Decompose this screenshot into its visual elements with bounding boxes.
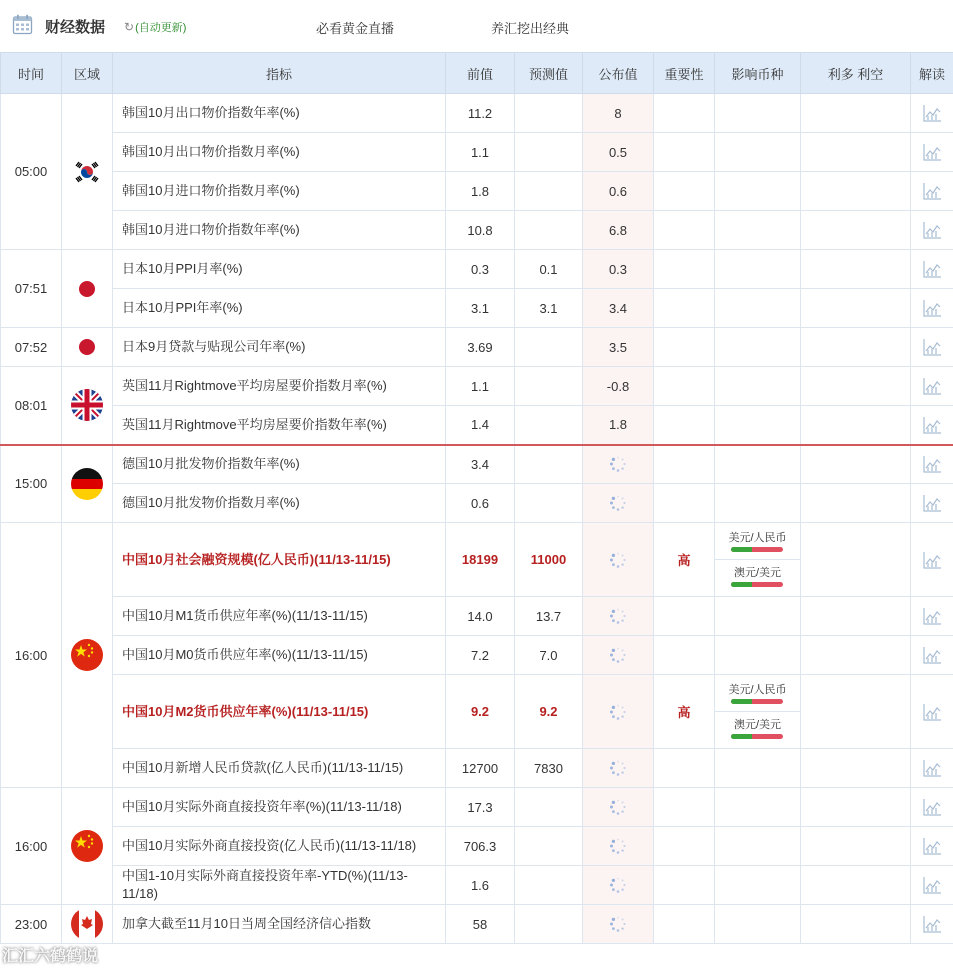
bull-bear-bar [731, 547, 783, 552]
importance-cell [654, 827, 715, 866]
bull-bear-cell [801, 905, 911, 944]
actual-value [583, 597, 654, 636]
currency-cell [715, 827, 801, 866]
col-indicator: 指标 [113, 53, 446, 94]
table-row[interactable] [1, 250, 953, 289]
bull-bear-cell [801, 866, 911, 905]
previous-value: 1.4 [446, 406, 515, 445]
forecast-value [515, 133, 583, 172]
previous-value: 18199 [446, 523, 515, 597]
indicator-cell[interactable]: 加拿大截至11月10日当周全国经济信心指数 [113, 905, 446, 944]
importance-cell [654, 788, 715, 827]
previous-value: 1.6 [446, 866, 515, 905]
indicator-cell[interactable]: 英国11月Rightmove平均房屋要价指数月率(%) [113, 367, 446, 406]
col-time: 时间 [1, 53, 62, 94]
korea-flag-icon [71, 156, 103, 188]
table-row[interactable] [1, 406, 953, 445]
loading-spinner-icon [609, 551, 627, 569]
previous-value: 3.1 [446, 289, 515, 328]
currency-cell [715, 866, 801, 905]
germany-flag-icon [71, 468, 103, 500]
bull-bear-bar [731, 734, 783, 739]
indicator-cell[interactable]: 日本9月贷款与贴现公司年率(%) [113, 328, 446, 367]
canada-flag-icon [71, 908, 103, 940]
importance-cell [654, 172, 715, 211]
interpret-cell[interactable] [911, 94, 953, 133]
currency-cell [715, 905, 801, 944]
importance-cell [654, 406, 715, 445]
indicator-cell[interactable]: 日本10月PPI年率(%) [113, 289, 446, 328]
bull-bear-cell [801, 328, 911, 367]
forecast-value: 9.2 [515, 675, 583, 749]
economic-calendar-table [0, 52, 953, 944]
importance-cell: 高 [654, 675, 715, 749]
actual-value: 0.6 [583, 172, 654, 211]
previous-value: 0.6 [446, 484, 515, 523]
chart-icon[interactable] [922, 607, 942, 625]
importance-cell [654, 250, 715, 289]
chart-icon[interactable] [922, 915, 942, 933]
interpret-cell[interactable] [911, 636, 953, 675]
interpret-cell[interactable] [911, 675, 953, 749]
currency-pair[interactable] [715, 559, 800, 594]
indicator-cell[interactable]: 韩国10月出口物价指数月率(%) [113, 133, 446, 172]
time-cell: 08:01 [1, 367, 62, 445]
table-row[interactable] [1, 866, 953, 905]
indicator-cell[interactable]: 中国10月M2货币供应年率(%)(11/13-11/15) [113, 675, 446, 749]
col-previous: 前值 [446, 53, 515, 94]
previous-value: 12700 [446, 749, 515, 788]
actual-value [583, 749, 654, 788]
time-cell: 16:00 [1, 788, 62, 905]
indicator-cell[interactable]: 中国1-10月实际外商直接投资年率-YTD(%)(11/13-11/18) [113, 866, 446, 905]
importance-cell [654, 133, 715, 172]
importance-cell [654, 749, 715, 788]
indicator-cell[interactable]: 中国10月M0货币供应年率(%)(11/13-11/15) [113, 636, 446, 675]
table-row[interactable] [1, 133, 953, 172]
currency-cell [715, 406, 801, 445]
currency-cell [715, 636, 801, 675]
currency-cell [715, 597, 801, 636]
japan-flag-icon [71, 331, 103, 363]
forecast-value: 7830 [515, 749, 583, 788]
table-row[interactable] [1, 211, 953, 250]
previous-value: 3.4 [446, 445, 515, 484]
chart-icon[interactable] [922, 143, 942, 161]
currency-cell [715, 172, 801, 211]
bull-bear-cell [801, 211, 911, 250]
indicator-cell[interactable]: 日本10月PPI月率(%) [113, 250, 446, 289]
forecast-value: 13.7 [515, 597, 583, 636]
actual-value [583, 675, 654, 749]
table-row[interactable] [1, 905, 953, 944]
top-bar [0, 0, 953, 52]
interpret-cell[interactable] [911, 597, 953, 636]
bull-bear-cell [801, 94, 911, 133]
region-cell [62, 367, 113, 445]
interpret-cell[interactable] [911, 484, 953, 523]
interpret-cell[interactable] [911, 133, 953, 172]
col-region: 区域 [62, 53, 113, 94]
importance-cell [654, 94, 715, 133]
china-flag-icon [71, 639, 103, 671]
bull-bear-cell [801, 289, 911, 328]
previous-value: 1.1 [446, 133, 515, 172]
time-cell: 05:00 [1, 94, 62, 250]
chart-icon[interactable] [922, 646, 942, 664]
table-row[interactable] [1, 675, 953, 749]
indicator-cell[interactable]: 英国11月Rightmove平均房屋要价指数年率(%) [113, 406, 446, 445]
forecast-value [515, 172, 583, 211]
chart-icon[interactable] [922, 377, 942, 395]
table-row[interactable] [1, 636, 953, 675]
auto-update-indicator[interactable] [124, 19, 186, 35]
forecast-value [515, 94, 583, 133]
bull-bear-cell [801, 597, 911, 636]
chart-icon[interactable] [922, 260, 942, 278]
indicator-cell[interactable]: 中国10月实际外商直接投资年率(%)(11/13-11/18) [113, 788, 446, 827]
indicator-cell[interactable]: 中国10月新增人民币贷款(亿人民币)(11/13-11/15) [113, 749, 446, 788]
table-header [1, 53, 953, 94]
forex-classic-link[interactable]: 养汇挖出经典 [491, 21, 570, 36]
actual-value [583, 445, 654, 484]
currency-cell [715, 788, 801, 827]
chart-icon[interactable] [922, 494, 942, 512]
col-interpret: 解读 [911, 53, 953, 94]
chart-icon[interactable] [922, 299, 942, 317]
indicator-cell[interactable]: 中国10月实际外商直接投资(亿人民币)(11/13-11/18) [113, 827, 446, 866]
previous-value: 11.2 [446, 94, 515, 133]
bull-bear-cell [801, 406, 911, 445]
watermark: 汇汇六鹤鹤说 [2, 948, 99, 965]
col-bull-bear: 利多 利空 [801, 53, 911, 94]
uk-flag-icon [71, 389, 103, 421]
currency-cell [715, 484, 801, 523]
chart-icon[interactable] [922, 104, 942, 122]
previous-value: 9.2 [446, 675, 515, 749]
region-cell [62, 523, 113, 788]
actual-value [583, 636, 654, 675]
table-row[interactable] [1, 445, 953, 484]
forecast-value [515, 445, 583, 484]
importance-cell [654, 597, 715, 636]
loading-spinner-icon [609, 759, 627, 777]
chart-icon[interactable] [922, 551, 942, 569]
forecast-value [515, 866, 583, 905]
currency-pair[interactable] [715, 677, 800, 711]
time-cell: 07:52 [1, 328, 62, 367]
currency-cell [715, 367, 801, 406]
forecast-value [515, 484, 583, 523]
col-actual: 公布值 [583, 53, 654, 94]
currency-pair-label: 美元/人民币 [728, 532, 787, 544]
previous-value: 1.1 [446, 367, 515, 406]
previous-value: 706.3 [446, 827, 515, 866]
chart-icon[interactable] [922, 703, 942, 721]
loading-spinner-icon [609, 837, 627, 855]
interpret-cell[interactable] [911, 328, 953, 367]
forecast-value [515, 367, 583, 406]
gold-live-link[interactable]: 必看黄金直播 [316, 21, 395, 36]
previous-value: 3.69 [446, 328, 515, 367]
importance-cell [654, 484, 715, 523]
bull-bear-cell [801, 523, 911, 597]
actual-value [583, 788, 654, 827]
china-flag-icon [71, 830, 103, 862]
currency-cell [715, 94, 801, 133]
importance-cell [654, 211, 715, 250]
loading-spinner-icon [609, 703, 627, 721]
loading-spinner-icon [609, 915, 627, 933]
bull-bear-cell [801, 367, 911, 406]
forecast-value [515, 827, 583, 866]
forecast-value [515, 328, 583, 367]
interpret-cell[interactable] [911, 445, 953, 484]
bull-bear-cell [801, 484, 911, 523]
region-cell [62, 328, 113, 367]
indicator-cell[interactable]: 韩国10月进口物价指数年率(%) [113, 211, 446, 250]
region-cell [62, 250, 113, 328]
previous-value: 58 [446, 905, 515, 944]
bull-bear-cell [801, 172, 911, 211]
calendar-icon [12, 14, 33, 35]
indicator-cell[interactable]: 韩国10月出口物价指数年率(%) [113, 94, 446, 133]
loading-spinner-icon [609, 607, 627, 625]
bull-bear-bar [731, 582, 783, 587]
actual-value: 6.8 [583, 211, 654, 250]
loading-spinner-icon [609, 646, 627, 664]
chart-icon[interactable] [922, 338, 942, 356]
actual-value: 8 [583, 94, 654, 133]
interpret-cell[interactable] [911, 367, 953, 406]
col-forecast: 预测值 [515, 53, 583, 94]
table-row[interactable] [1, 523, 953, 597]
col-importance: 重要性 [654, 53, 715, 94]
interpret-cell[interactable] [911, 905, 953, 944]
auto-update-label: (自动更新) [135, 22, 187, 34]
table-row[interactable] [1, 289, 953, 328]
region-cell [62, 905, 113, 944]
interpret-cell[interactable] [911, 289, 953, 328]
chart-icon[interactable] [922, 221, 942, 239]
importance-cell [654, 636, 715, 675]
table-row[interactable] [1, 94, 953, 133]
actual-value: 3.5 [583, 328, 654, 367]
previous-value: 1.8 [446, 172, 515, 211]
chart-icon[interactable] [922, 455, 942, 473]
forecast-value [515, 211, 583, 250]
interpret-cell[interactable] [911, 250, 953, 289]
indicator-cell[interactable]: 德国10月批发物价指数年率(%) [113, 445, 446, 484]
table-row[interactable] [1, 328, 953, 367]
importance-cell [654, 905, 715, 944]
currency-cell [715, 328, 801, 367]
currency-cell [715, 289, 801, 328]
bull-bear-cell [801, 133, 911, 172]
currency-pair[interactable] [715, 525, 800, 559]
currency-pair-label: 澳元/美元 [733, 719, 782, 731]
loading-spinner-icon [609, 798, 627, 816]
actual-value: -0.8 [583, 367, 654, 406]
currency-pair-label: 美元/人民币 [728, 684, 787, 696]
col-currency: 影响币种 [715, 53, 801, 94]
bull-bear-cell [801, 827, 911, 866]
importance-cell [654, 289, 715, 328]
page-title: 财经数据 [45, 19, 106, 36]
refresh-icon: ↻ [124, 20, 135, 34]
previous-value: 7.2 [446, 636, 515, 675]
forecast-value: 0.1 [515, 250, 583, 289]
chart-icon[interactable] [922, 876, 942, 894]
table-row[interactable] [1, 597, 953, 636]
chart-icon[interactable] [922, 798, 942, 816]
bull-bear-cell [801, 250, 911, 289]
time-cell: 16:00 [1, 523, 62, 788]
time-cell: 15:00 [1, 445, 62, 523]
previous-value: 10.8 [446, 211, 515, 250]
currency-pair-label: 澳元/美元 [733, 567, 782, 579]
chart-icon[interactable] [922, 416, 942, 434]
currency-cell [715, 250, 801, 289]
indicator-cell[interactable]: 德国10月批发物价指数月率(%) [113, 484, 446, 523]
bull-bear-cell [801, 749, 911, 788]
bull-bear-cell [801, 788, 911, 827]
interpret-cell[interactable] [911, 788, 953, 827]
chart-icon[interactable] [922, 837, 942, 855]
indicator-cell[interactable]: 韩国10月进口物价指数月率(%) [113, 172, 446, 211]
region-cell [62, 788, 113, 905]
japan-flag-icon [71, 273, 103, 305]
loading-spinner-icon [609, 876, 627, 894]
loading-spinner-icon [609, 455, 627, 473]
currency-cell [715, 211, 801, 250]
actual-value [583, 905, 654, 944]
bull-bear-cell [801, 636, 911, 675]
importance-cell: 高 [654, 523, 715, 597]
importance-cell [654, 866, 715, 905]
forecast-value [515, 406, 583, 445]
actual-value [583, 523, 654, 597]
interpret-cell[interactable] [911, 866, 953, 905]
actual-value: 3.4 [583, 289, 654, 328]
previous-value: 14.0 [446, 597, 515, 636]
chart-icon[interactable] [922, 182, 942, 200]
importance-cell [654, 367, 715, 406]
table-row[interactable] [1, 749, 953, 788]
interpret-cell[interactable] [911, 523, 953, 597]
currency-cell [715, 133, 801, 172]
importance-cell [654, 328, 715, 367]
bull-bear-cell [801, 675, 911, 749]
actual-value [583, 484, 654, 523]
previous-value: 17.3 [446, 788, 515, 827]
indicator-cell[interactable]: 中国10月社会融资规模(亿人民币)(11/13-11/15) [113, 523, 446, 597]
interpret-cell[interactable] [911, 749, 953, 788]
forecast-value [515, 905, 583, 944]
table-row[interactable] [1, 484, 953, 523]
loading-spinner-icon [609, 494, 627, 512]
currency-cell [715, 675, 801, 749]
actual-value [583, 866, 654, 905]
time-cell: 07:51 [1, 250, 62, 328]
table-row[interactable] [1, 827, 953, 866]
interpret-cell[interactable] [911, 827, 953, 866]
actual-value: 0.5 [583, 133, 654, 172]
interpret-cell[interactable] [911, 211, 953, 250]
table-row[interactable] [1, 788, 953, 827]
forecast-value [515, 788, 583, 827]
previous-value: 0.3 [446, 250, 515, 289]
region-cell [62, 445, 113, 523]
importance-cell [654, 445, 715, 484]
actual-value [583, 827, 654, 866]
indicator-cell[interactable]: 中国10月M1货币供应年率(%)(11/13-11/15) [113, 597, 446, 636]
interpret-cell[interactable] [911, 172, 953, 211]
region-cell [62, 94, 113, 250]
forecast-value: 11000 [515, 523, 583, 597]
actual-value: 0.3 [583, 250, 654, 289]
bull-bear-cell [801, 445, 911, 484]
currency-cell [715, 523, 801, 597]
table-row[interactable] [1, 367, 953, 406]
table-row[interactable] [1, 172, 953, 211]
bull-bear-bar [731, 699, 783, 704]
forecast-value: 7.0 [515, 636, 583, 675]
time-cell: 23:00 [1, 905, 62, 944]
actual-value: 1.8 [583, 406, 654, 445]
chart-icon[interactable] [922, 759, 942, 777]
currency-cell [715, 445, 801, 484]
currency-pair[interactable] [715, 711, 800, 746]
interpret-cell[interactable] [911, 406, 953, 445]
forecast-value: 3.1 [515, 289, 583, 328]
currency-cell [715, 749, 801, 788]
